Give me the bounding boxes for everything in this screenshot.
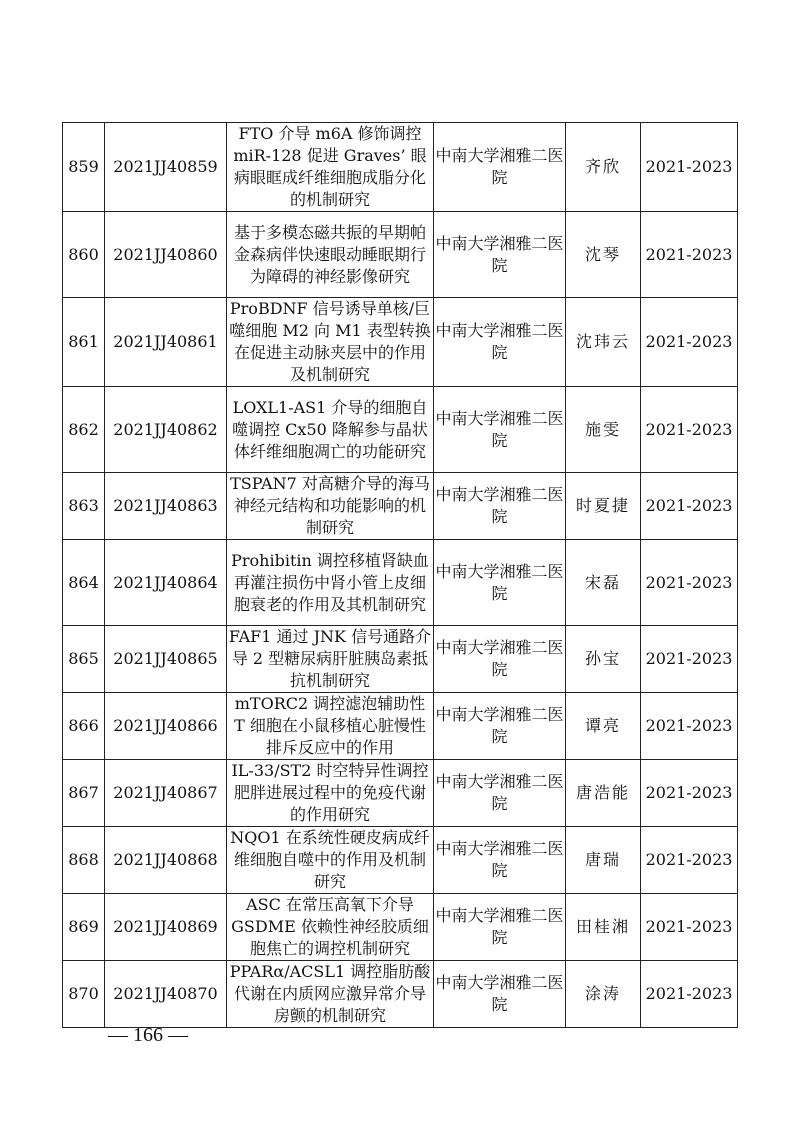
- project-code: 2021JJ40864: [105, 540, 227, 626]
- table-row: [63, 961, 738, 1028]
- project-period: 2021-2023: [641, 827, 738, 894]
- table-row: [63, 894, 738, 961]
- table-row: [63, 212, 738, 298]
- project-leader: 涂涛: [566, 961, 641, 1028]
- project-title: PPARα/ACSL1 调控脂肪酸代谢在内质网应激异常介导房颤的机制研究: [227, 961, 434, 1028]
- project-title: IL-33/ST2 时空特异性调控肥胖进展过程中的免疫代谢的作用研究: [227, 760, 434, 827]
- project-leader: 齐欣: [566, 123, 641, 212]
- project-title: FAF1 通过 JNK 信号通路介导 2 型糖尿病肝脏胰岛素抵抗机制研究: [227, 626, 434, 693]
- institution: 中南大学湘雅二医院: [434, 212, 566, 298]
- project-title: 基于多模态磁共振的早期帕金森病伴快速眼动睡眠期行为障碍的神经影像研究: [227, 212, 434, 298]
- institution: 中南大学湘雅二医院: [434, 540, 566, 626]
- project-leader: 时夏捷: [566, 473, 641, 540]
- institution: 中南大学湘雅二医院: [434, 473, 566, 540]
- row-number: 860: [63, 212, 105, 298]
- project-period: 2021-2023: [641, 760, 738, 827]
- project-period: 2021-2023: [641, 212, 738, 298]
- project-period: 2021-2023: [641, 540, 738, 626]
- table-row: [63, 540, 738, 626]
- table-row: [63, 760, 738, 827]
- project-title: LOXL1-AS1 介导的细胞自噬调控 Cx50 降解参与晶状体纤维细胞凋亡的功能研究: [227, 387, 434, 473]
- project-leader: 施雯: [566, 387, 641, 473]
- table-row: [63, 387, 738, 473]
- table-row: [63, 827, 738, 894]
- project-code: 2021JJ40870: [105, 961, 227, 1028]
- project-period: 2021-2023: [641, 961, 738, 1028]
- row-number: 859: [63, 123, 105, 212]
- row-number: 861: [63, 298, 105, 387]
- project-code: 2021JJ40865: [105, 626, 227, 693]
- page-number: — 166 —: [108, 1024, 188, 1046]
- project-period: 2021-2023: [641, 693, 738, 760]
- project-leader: 孙宝: [566, 626, 641, 693]
- row-number: 864: [63, 540, 105, 626]
- project-code: 2021JJ40868: [105, 827, 227, 894]
- project-code: 2021JJ40866: [105, 693, 227, 760]
- project-period: 2021-2023: [641, 626, 738, 693]
- project-title: ASC 在常压高氧下介导 GSDME 依赖性神经胶质细胞焦亡的调控机制研究: [227, 894, 434, 961]
- project-title: TSPAN7 对高糖介导的海马神经元结构和功能影响的机制研究: [227, 473, 434, 540]
- project-title: FTO 介导 m6A 修饰调控 miR-128 促进 Graves’ 眼病眼眶成纤维细胞成脂分化的机制研究: [227, 123, 434, 212]
- project-leader: 唐浩能: [566, 760, 641, 827]
- project-code: 2021JJ40869: [105, 894, 227, 961]
- project-code: 2021JJ40863: [105, 473, 227, 540]
- row-number: 866: [63, 693, 105, 760]
- project-period: 2021-2023: [641, 298, 738, 387]
- project-leader: 田桂湘: [566, 894, 641, 961]
- institution: 中南大学湘雅二医院: [434, 894, 566, 961]
- row-number: 870: [63, 961, 105, 1028]
- project-period: 2021-2023: [641, 123, 738, 212]
- institution: 中南大学湘雅二医院: [434, 961, 566, 1028]
- project-leader: 沈琴: [566, 212, 641, 298]
- project-title: Prohibitin 调控移植肾缺血再灌注损伤中肾小管上皮细胞衰老的作用及其机制研究: [227, 540, 434, 626]
- institution: 中南大学湘雅二医院: [434, 387, 566, 473]
- row-number: 868: [63, 827, 105, 894]
- table-row: [63, 123, 738, 212]
- table-row: [63, 473, 738, 540]
- project-period: 2021-2023: [641, 894, 738, 961]
- project-period: 2021-2023: [641, 473, 738, 540]
- project-code: 2021JJ40861: [105, 298, 227, 387]
- project-leader: 宋磊: [566, 540, 641, 626]
- institution: 中南大学湘雅二医院: [434, 298, 566, 387]
- project-table: [62, 122, 738, 1028]
- table-row: [63, 693, 738, 760]
- project-code: 2021JJ40867: [105, 760, 227, 827]
- institution: 中南大学湘雅二医院: [434, 827, 566, 894]
- project-code: 2021JJ40859: [105, 123, 227, 212]
- table-row: [63, 626, 738, 693]
- row-number: 869: [63, 894, 105, 961]
- institution: 中南大学湘雅二医院: [434, 626, 566, 693]
- institution: 中南大学湘雅二医院: [434, 123, 566, 212]
- project-code: 2021JJ40860: [105, 212, 227, 298]
- institution: 中南大学湘雅二医院: [434, 760, 566, 827]
- row-number: 867: [63, 760, 105, 827]
- row-number: 865: [63, 626, 105, 693]
- row-number: 862: [63, 387, 105, 473]
- project-title: NQO1 在系统性硬皮病成纤维细胞自噬中的作用及机制研究: [227, 827, 434, 894]
- row-number: 863: [63, 473, 105, 540]
- project-leader: 谭亮: [566, 693, 641, 760]
- project-period: 2021-2023: [641, 387, 738, 473]
- project-title: ProBDNF 信号诱导单核/巨噬细胞 M2 向 M1 表型转换在促进主动脉夹层中的作用及机制研究: [227, 298, 434, 387]
- institution: 中南大学湘雅二医院: [434, 693, 566, 760]
- project-title: mTORC2 调控滤泡辅助性 T 细胞在小鼠移植心脏慢性排斥反应中的作用: [227, 693, 434, 760]
- table-row: [63, 298, 738, 387]
- project-leader: 唐瑞: [566, 827, 641, 894]
- project-leader: 沈玮云: [566, 298, 641, 387]
- project-code: 2021JJ40862: [105, 387, 227, 473]
